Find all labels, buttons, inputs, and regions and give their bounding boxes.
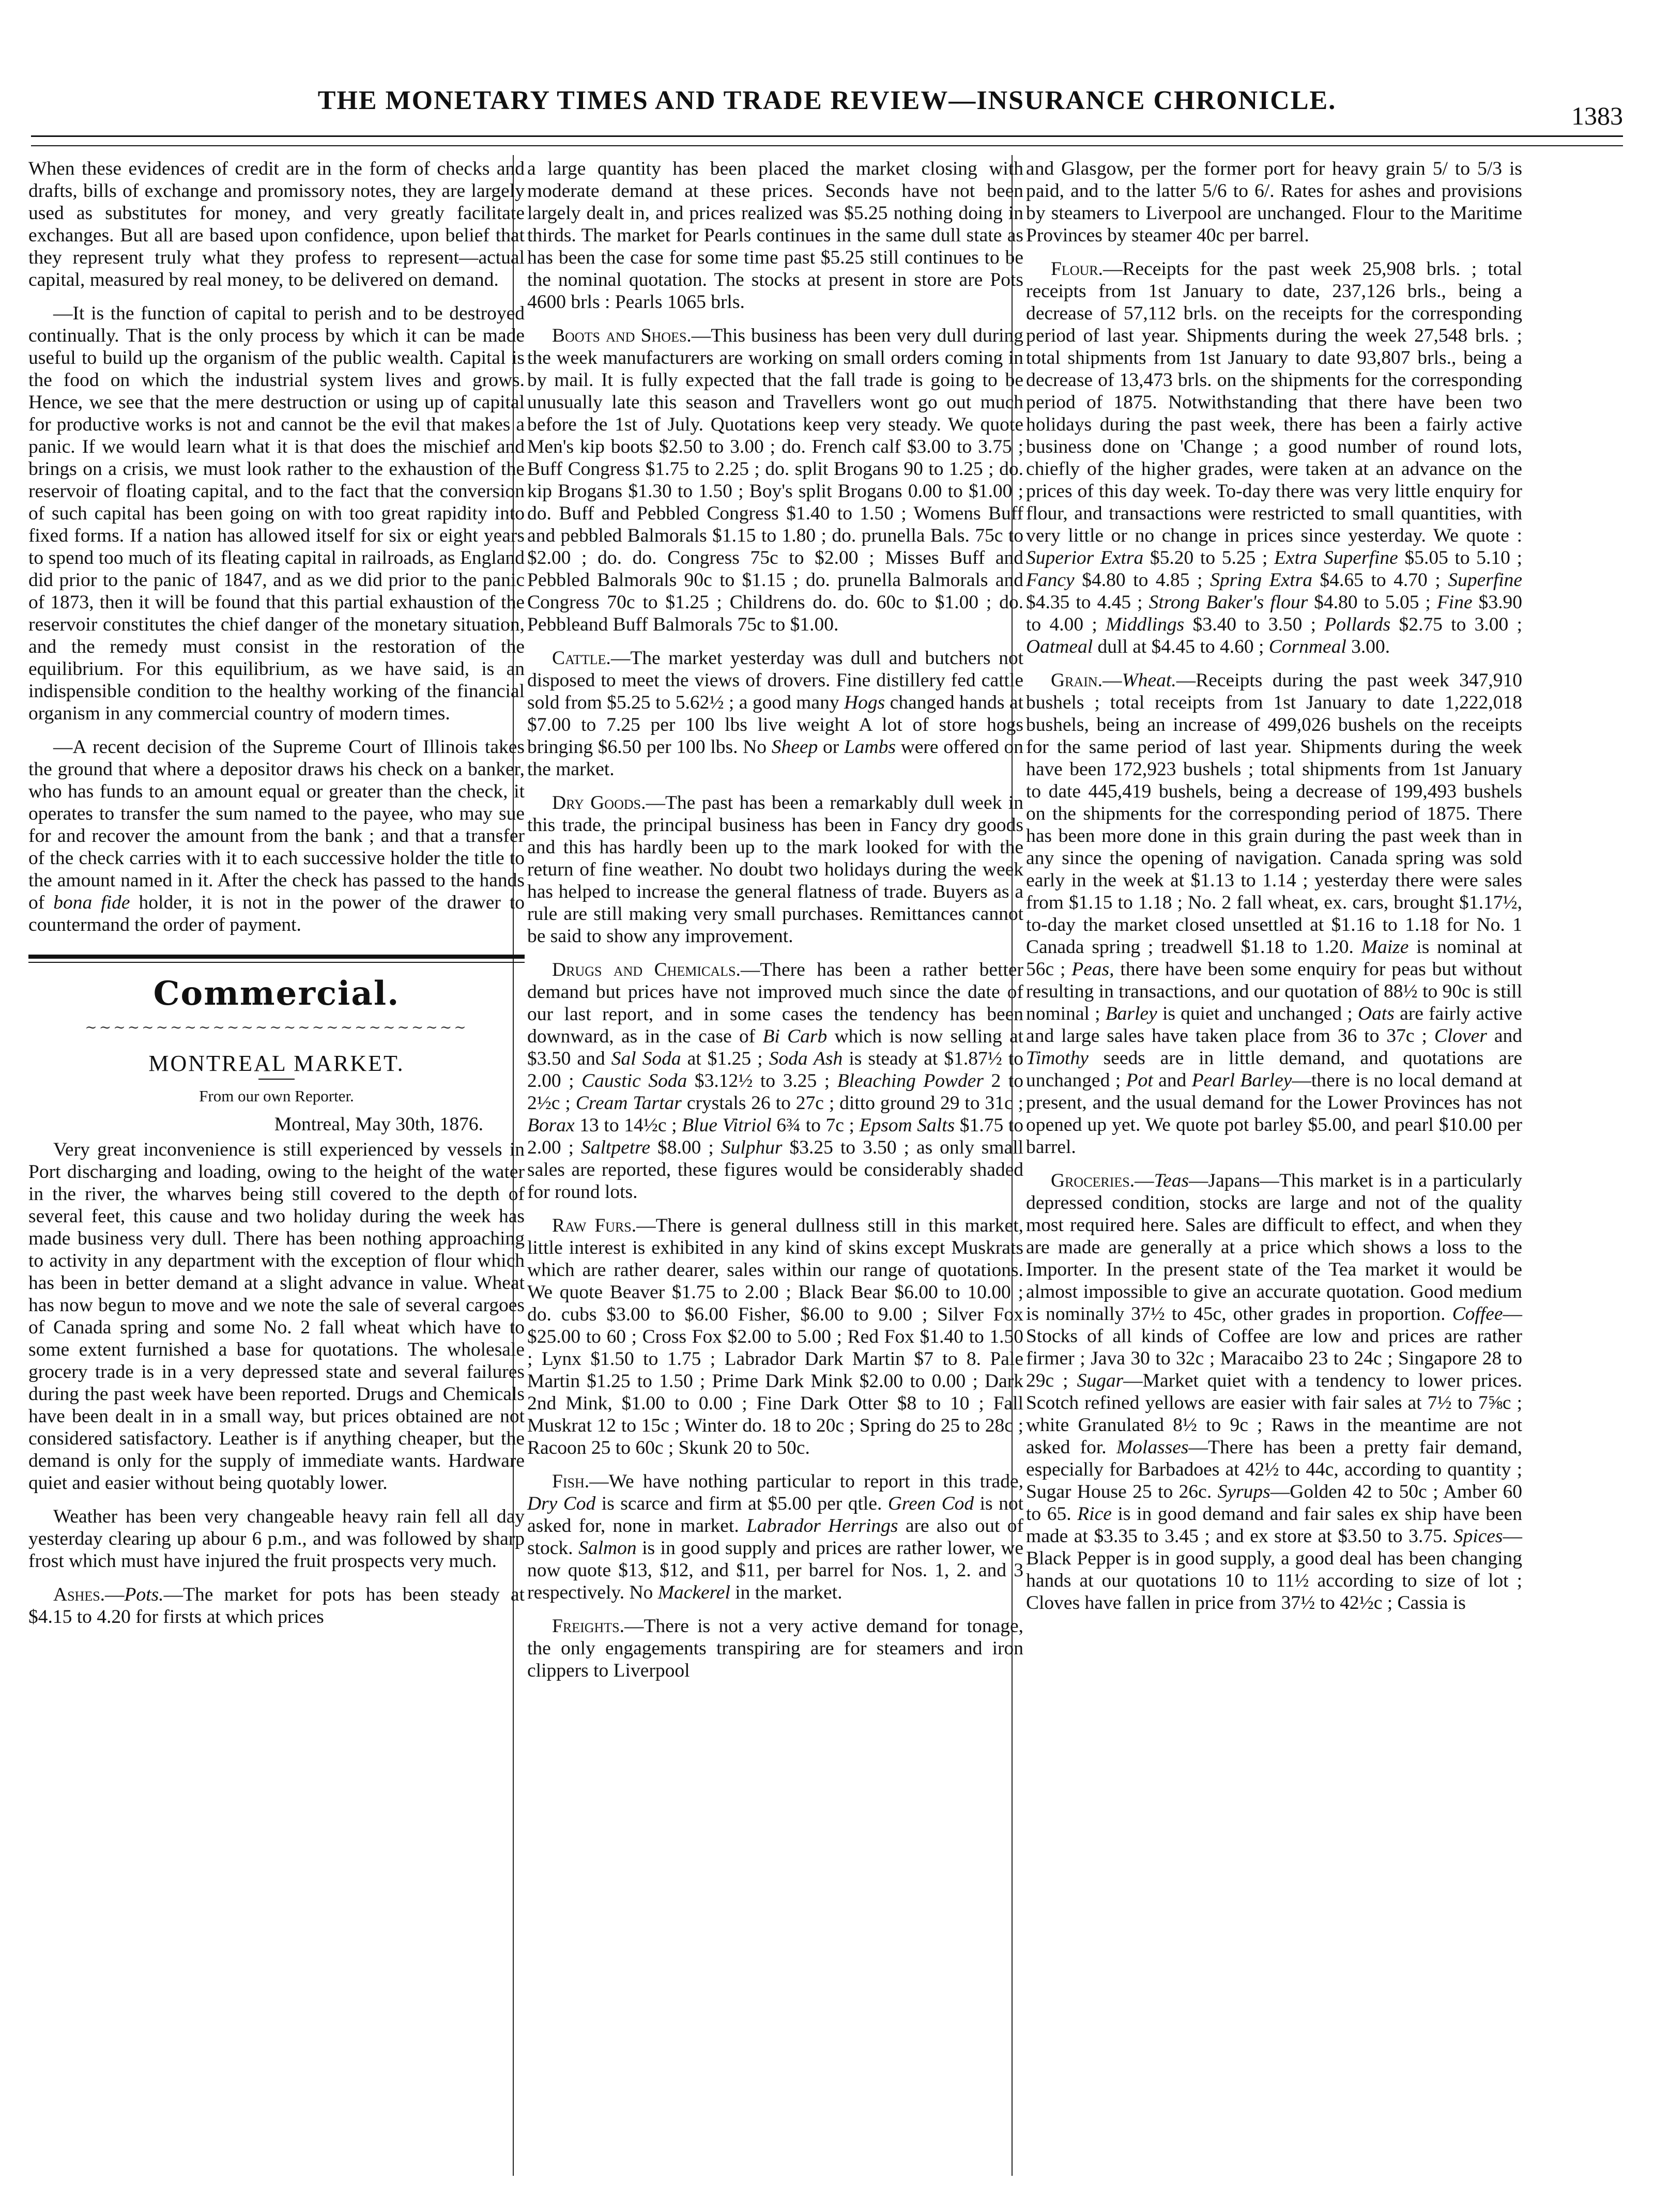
paragraph-freights-cont: and Glasgow, per the former port for heavy grain 5/ to 5/3 is paid, and to the latter 5/6 to 6/. Rates for ashes and provisions by steamers to Liverpool are unchanged. Flour to the Maritime Provinces by steamer 40c per barrel. [1026, 158, 1522, 246]
paragraph-groceries: Groceries.—Teas—Japans—This market is in a particularly depressed condition, stocks are large and not of the quality most required here. Sales are difficult to effect, and when they are made are generally at a price which shows a loss to the Importer. In the present state of the Tea market it would be almost impossible to give an accurate quotation. Good medium is nominally 37½ to 45c, other grades in proportion. Coffee—Stocks of all kinds of Coffee are low and prices are rather firmer ; Java 30 to 32c ; Maracaibo 23 to 24c ; Singapore 28 to 29c ; Sugar—Market quiet with a tendency to lower prices. Scotch refined yellows are easier with fair sales at 7½ to 7⅝c ; white Granulated 8½ to 9c ; Raws in the meantime are not asked for. Molasses—There has been a pretty fair demand, especially for Barbadoes at 42½ to 44c, according to quantity ; Sugar House 25 to 26c. Syrups—Golden 42 to 50c ; Amber 60 to 65. Rice is in good demand and fair sales ex ship have been made at $3.35 to 3.45 ; and ex store at $3.50 to 3.75. Spices—Black Pepper is in good supply, a good deal has been changing hands at our quotations 10 to 11½ according to size of lot ; Cloves have fallen in price from 37½ to 42½c ; Cassia is [1026, 1170, 1523, 1614]
paragraph-cattle: Cattle.—The market yesterday was dull and butchers not disposed to meet the views of drovers. Fine distillery fed cattle sold from $5.25 to 5.62½ ; a good many Hogs changed hands at $7.00 to 7.25 per 100 lbs live weight A lot of store hogs bringing $6.50 per 100 lbs. No Sheep or Lambs were offered on the market. [527, 648, 1024, 780]
paragraph-capital: —It is the function of capital to perish and to be destroyed continually. That is the only process by which it can be made useful to build up the organism of the public wealth. Capital is the food on which the industrial system lives and grows. Hence, we see that the mere destruction or using up of capital for productive works is not and cannot be the evil that makes a panic. If we would learn what it is that does the mischief and brings on a crisis, we must look rather to the exhaustion of the reservoir of floating capital, and to the fact that the conversion of such capital has been going on with too great rapidity into fixed forms. If a nation has allowed itself for six or eight years to spend too much of its fleating capital in railroads, as England did prior to the panic of 1847, and as we did prior to the panic of 1873, then it will be found that this partial exhaustion of the reservoir constitutes the chief danger of the monetary situation, and the remedy must consist in the restoration of the equilibrium. For this equilibrium, as we have said, is an indispensible condition to the healthy working of the financial organism in any commercial country of modern times. [28, 303, 525, 724]
column-2 [527, 158, 1023, 1693]
paragraph-boots-shoes: Boots and Shoes.—This business has been very dull during the week manufacturers are working on small orders coming in by mail. It is fully expected that the fall trade is going to be unusually late this season and Travellers wont go out much before the 1st of July. Quotations keep very steady. We quote Men's kip boots $2.50 to 3.00 ; do. French calf $3.00 to 3.75 ; Buff Congress $1.75 to 2.25 ; do. split Brogans 90 to 1.25 ; do. kip Brogans $1.30 to 1.50 ; Boy's split Brogans 0.00 to $1.00 ; do. Buff and Pebbled Congress $1.40 to 1.50 ; Womens Buff and pebbled Balmorals $1.15 to 1.80 ; do. prunella Bals. 75c to $2.00 ; do. do. Congress 75c to $2.00 ; Misses Buff and Pebbled Balmorals 90c to $1.15 ; do. prunella Balmorals and Congress 70c to $1.25 ; Childrens do. do. 60c to $1.00 ; do. Pebbleand Buff Balmorals 75c to $1.00. [527, 325, 1023, 635]
paragraph-supreme-court: —A recent decision of the Supreme Court of Illinois takes the ground that where a depositor draws his check on a banker, who has funds to an amount equal or greater than the check, it operates to transfer the sum named to the payee, who may sue for and recover the amount from the bank ; and that a transfer of the check carries with it to each successive holder the title to the amount named in it. After the check has passed to the hands of bona fide holder, it is not in the power of the drawer to countermand the order of payment. [28, 736, 525, 935]
ornamental-divider: ∼∼∼∼∼∼∼∼∼∼∼∼∼∼∼∼∼∼∼∼∼∼∼∼∼∼∼ [85, 1020, 468, 1036]
paragraph-credit: When these evidences of credit are in the form of checks and drafts, bills of exchange and promissory notes, they are largely used as substitutes for money, and very greatly facilitate exchanges. But all are based upon confidence, upon belief that they represent truly what they profess to represent—actual capital, measured by real money, to be delivered on demand. [28, 158, 525, 290]
section-title-commercial: Commercial. [153, 974, 400, 1013]
paragraph-fish: Fish.—We have nothing particular to report in this trade, Dry Cod is scarce and firm at $5.00 per qtle. Green Cod is not asked for, none in market. Labrador Herrings are also out of stock. Salmon is in good supply and prices are rather lower, we now quote $13, $12, and $11, per barrel for Nos. 1, 2. and 3 respectively. No Mackerel in the market. [527, 1471, 1024, 1603]
paragraph-dry-goods: Dry Goods.—The past has been a remarkably dull week in this trade, the principal business has been in Fancy dry goods and this has hardly been up to the mark looked for with the return of fine weather. No doubt two holidays during the week has helped to increase the general flatness of trade. Buyers as a rule are still making very small purchases. Remittances cannot be said to show any improvement. [527, 792, 1023, 947]
paragraph-grain: Grain.—Wheat.—Receipts during the past week 347,910 bushels ; total receipts from 1st January to date 1,222,018 bushels, being an increase of 499,026 bushels on the receipts for the same period of last year. Shipments during the week have been 172,923 bushels ; total shipments from 1st January to date 445,419 bushels, being a decrease of 199,493 bushels on the shipments for the corresponding period of 1875. There has been more done in this grain during the past week than in any since the opening of navigation. Canada spring was sold early in the week at $1.13 to 1.14 ; yesterday there were sales from $1.15 to 1.18 ; No. 2 fall wheat, ex. cars, brought $1.17½, to-day the market closed unsettled at $1.16 to 1.18 for No. 1 Canada spring ; treadwell $1.18 to 1.20. Maize is nominal at 56c ; Peas, there have been some enquiry for peas but without resulting in transactions, and our quotation of 88½ to 90c is still nominal ; Barley is quiet and unchanged ; Oats are fairly active and large sales have taken place from 36 to 37c ; Clover and Timothy seeds are in little demand, and quotations are unchanged ; Pot and Pearl Barley—there is no local demand at present, and the usual demand for the Lower Provinces has not opened up yet. We quote pot barley $5.00, and pearl $10.00 per barrel. [1026, 670, 1523, 1158]
paragraph-drugs-chemicals: Drugs and Chemicals.—There has been a rather better demand but prices have not improved much since the date of our last report, and in some cases the tendency has been downward, as in the case of Bi Carb which is now selling at $3.50 and Sal Soda at $1.25 ; Soda Ash is steady at $1.87½ to 2.00 ; Caustic Soda $3.12½ to 3.25 ; Bleaching Powder 2 to 2½c ; Cream Tartar crystals 26 to 27c ; ditto ground 29 to 31c ; Borax 13 to 14½c ; Blue Vitriol 6¾ to 7c ; Epsom Salts $1.75 to 2.00 ; Saltpetre $8.00 ; Sulphur $3.25 to 3.50 ; as only small sales are reported, these figures would be considerably shaded for round lots. [527, 959, 1024, 1203]
market-title: MONTREAL MARKET. [148, 1051, 405, 1076]
reporter-line: From our own Reporter. [199, 1087, 354, 1105]
paragraph-ashes-cont: a large quantity has been placed the market closing with moderate demand at these prices. Seconds have not been largely dealt in, and prices realized was $5.25 nothing doing in thirds. The market for Pearls continues in the same dull state as has been the case for some time past $5.25 still continues to be the nominal quotation. The stocks at present in store are Pots 4600 brls : Pearls 1065 brls. [527, 158, 1023, 313]
column-3 [1026, 158, 1522, 1625]
header-rule [31, 135, 1623, 146]
paragraph-raw-furs: Raw Furs.—There is general dullness still in this market, little interest is exhibited in any kind of skins except Muskrats which are rather dearer, sales within our range of quotations. We quote Beaver $1.75 to 2.00 ; Black Bear $6.00 to 10.00 ; do. cubs $3.00 to $6.00 Fisher, $6.00 to 9.00 ; Silver Fox $25.00 to 60 ; Cross Fox $2.00 to 5.00 ; Red Fox $1.40 to 1.50 ; Lynx $1.50 to 1.75 ; Labrador Dark Martin $7 to 8. Pale Martin $1.25 to 1.50 ; Prime Dark Mink $2.00 to 0.00 ; Dark 2nd Mink, $1.00 to 0.00 ; Fine Dark Otter $8 to 10 ; Fall Muskrat 12 to 15c ; Winter do. 18 to 20c ; Spring do 25 to 28c ; Racoon 25 to 60c ; Skunk 20 to 50c. [527, 1215, 1023, 1458]
paragraph-freights: Freights.—There is not a very active demand for tonage, the only engagements transpiring are for steamers and iron clippers to Liverpool [527, 1616, 1023, 1681]
page-header [31, 85, 1623, 132]
dateline: Montreal, May 30th, 1876. [274, 1114, 483, 1135]
section-rule-thick [28, 955, 525, 959]
journal-title: THE MONETARY TIMES AND TRADE REVIEW—INSURANCE CHRONICLE. [317, 86, 1337, 115]
paragraph-weather: Weather has been very changeable heavy rain fell all day yesterday clearing up abour 6 p.m., and was followed by sharp frost which must have injured the fruit prospects very much. [28, 1506, 525, 1572]
paragraph-ashes: Ashes.—Pots.—The market for pots has been steady at $4.15 to 4.20 for firsts at which prices [28, 1584, 525, 1627]
section-rule-thin [28, 962, 525, 963]
page-number: 1383 [1571, 101, 1623, 130]
short-rule [258, 1079, 295, 1080]
column-1 [28, 158, 525, 1639]
paragraph-market-overview: Very great inconvenience is still experienced by vessels in Port discharging and loading, owing to the height of the water in the river, the wharves being still covered to the depth of several feet, this cause and two holiday during the week has made business very dull. There has been nothing approaching to activity in any department with the exception of flour which has been in better demand at a slight advance in value. Wheat has now begun to move and we note the sale of several cargoes of Canada spring and some No. 2 fall wheat which have to some extent furnished a base for quotations. The wholesale grocery trade is in a very depressed state and several failures during the past week have been reported. Drugs and Chemicals have been dealt in in a small way, but prices obtained are not considered satisfactory. Leather is if anything cheaper, but the demand is only for the supply of immediate wants. Hardware quiet and easier without being quotably lower. [28, 1139, 525, 1494]
paragraph-flour: Flour.—Receipts for the past week 25,908 brls. ; total receipts from 1st January to date, 237,126 brls., being a decrease of 57,112 brls. on the receipts for the corresponding period of last year. Shipments during the week 27,548 brls. ; total shipments from 1st January to date 93,807 brls., being a decrease of 13,473 brls. on the shipments for the corresponding period of 1875. Notwithstanding that there have been two holidays during the past week, there has been a fairly active business done on 'Change ; a good number of round lots, chiefly of the higher grades, were taken at an advance on the prices of this day week. To-day there was very little enquiry for flour, and transactions were restricted to small quantities, with very little or no change in prices since yesterday. We quote : Superior Extra $5.20 to 5.25 ; Extra Superfine $5.05 to 5.10 ; Fancy $4.80 to 4.85 ; Spring Extra $4.65 to 4.70 ; Superfine $4.35 to 4.45 ; Strong Baker's flour $4.80 to 5.05 ; Fine $3.90 to 4.00 ; Middlings $3.40 to 3.50 ; Pollards $2.75 to 3.00 ; Oatmeal dull at $4.45 to 4.60 ; Cornmeal 3.00. [1026, 258, 1523, 657]
